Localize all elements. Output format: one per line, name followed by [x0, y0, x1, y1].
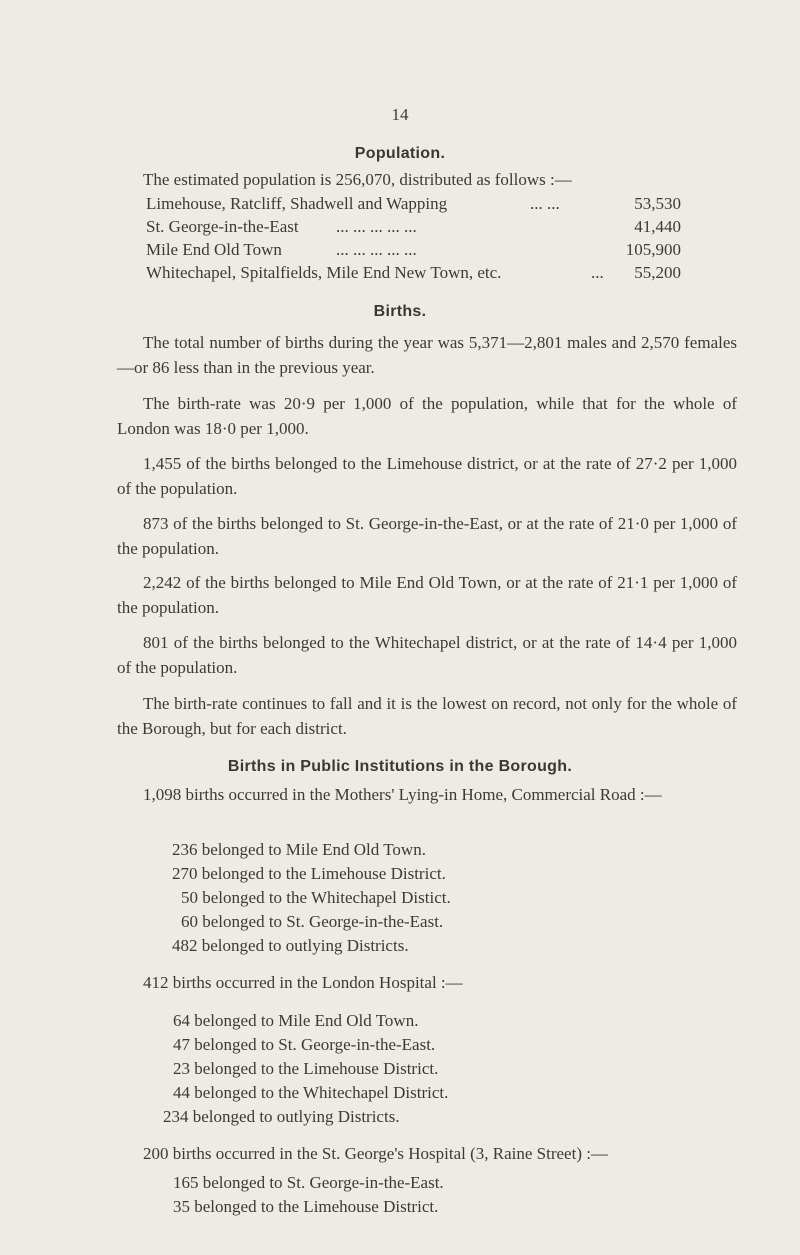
mothers-home-intro: 1,098 births occurred in the Mothers' Lying-in Home, Commercial Road :— — [143, 785, 662, 804]
births-paragraph: The total number of births during the year was 5,371—2,801 males and 2,570 females—or 86 less than in the previous year. — [117, 333, 737, 377]
list-item: 23 belonged to the Limehouse District. — [173, 1059, 439, 1078]
district-population: 105,900 — [625, 240, 681, 259]
population-heading: Population. — [354, 145, 446, 162]
births-paragraph: 873 of the births belonged to St. George-in-the-East, or at the rate of 21·0 per 1,000 of the population. — [117, 514, 737, 558]
leader-dots: ... ... ... ... ... — [336, 217, 417, 236]
page-number: 14 — [391, 105, 409, 124]
births-paragraph: The birth-rate was 20·9 per 1,000 of the population, while that for the whole of London was 18·0 per 1,000. — [117, 394, 737, 438]
district-name: Mile End Old Town — [146, 240, 282, 259]
district-name: St. George-in-the-East — [146, 217, 299, 236]
population-intro: The estimated population is 256,070, distributed as follows :— — [143, 170, 572, 189]
st-georges-hospital-intro: 200 births occurred in the St. George's Hospital (3, Raine Street) :— — [143, 1144, 608, 1163]
district-population: 53,530 — [634, 194, 681, 213]
leader-dots: ... — [591, 263, 604, 282]
births-paragraph: The birth-rate continues to fall and it is the lowest on record, not only for the whole of the Borough, but for each district. — [117, 694, 737, 738]
births-heading: Births. — [373, 303, 427, 320]
district-name: Whitechapel, Spitalfields, Mile End New Town, etc. — [146, 263, 502, 282]
institutions-heading: Births in Public Institutions in the Borough. — [227, 758, 573, 775]
list-item: 270 belonged to the Limehouse District. — [172, 864, 446, 883]
district-population: 55,200 — [634, 263, 681, 282]
births-paragraph: 1,455 of the births belonged to the Limehouse district, or at the rate of 27·2 per 1,000 of the population. — [117, 454, 737, 498]
list-item: 47 belonged to St. George-in-the-East. — [173, 1035, 436, 1054]
list-item: 50 belonged to the Whitechapel Distict. — [181, 888, 451, 907]
list-item: 60 belonged to St. George-in-the-East. — [181, 912, 444, 931]
list-item: 64 belonged to Mile End Old Town. — [173, 1011, 419, 1030]
births-paragraph: 2,242 of the births belonged to Mile End Old Town, or at the rate of 21·1 per 1,000 of the population. — [117, 573, 737, 617]
list-item: 44 belonged to the Whitechapel District. — [173, 1083, 449, 1102]
list-item: 165 belonged to St. George-in-the-East. — [173, 1173, 444, 1192]
leader-dots: ... ... — [530, 194, 560, 213]
list-item: 234 belonged to outlying Districts. — [163, 1107, 400, 1126]
list-item: 482 belonged to outlying Districts. — [172, 936, 409, 955]
leader-dots: ... ... ... ... ... — [336, 240, 417, 259]
list-item: 35 belonged to the Limehouse District. — [173, 1197, 439, 1216]
list-item: 236 belonged to Mile End Old Town. — [172, 840, 426, 859]
london-hospital-intro: 412 births occurred in the London Hospital :— — [143, 973, 463, 992]
district-name: Limehouse, Ratcliff, Shadwell and Wapping — [146, 194, 448, 213]
births-paragraph: 801 of the births belonged to the Whitechapel district, or at the rate of 14·4 per 1,000 of the population. — [117, 633, 737, 677]
district-population: 41,440 — [634, 217, 681, 236]
